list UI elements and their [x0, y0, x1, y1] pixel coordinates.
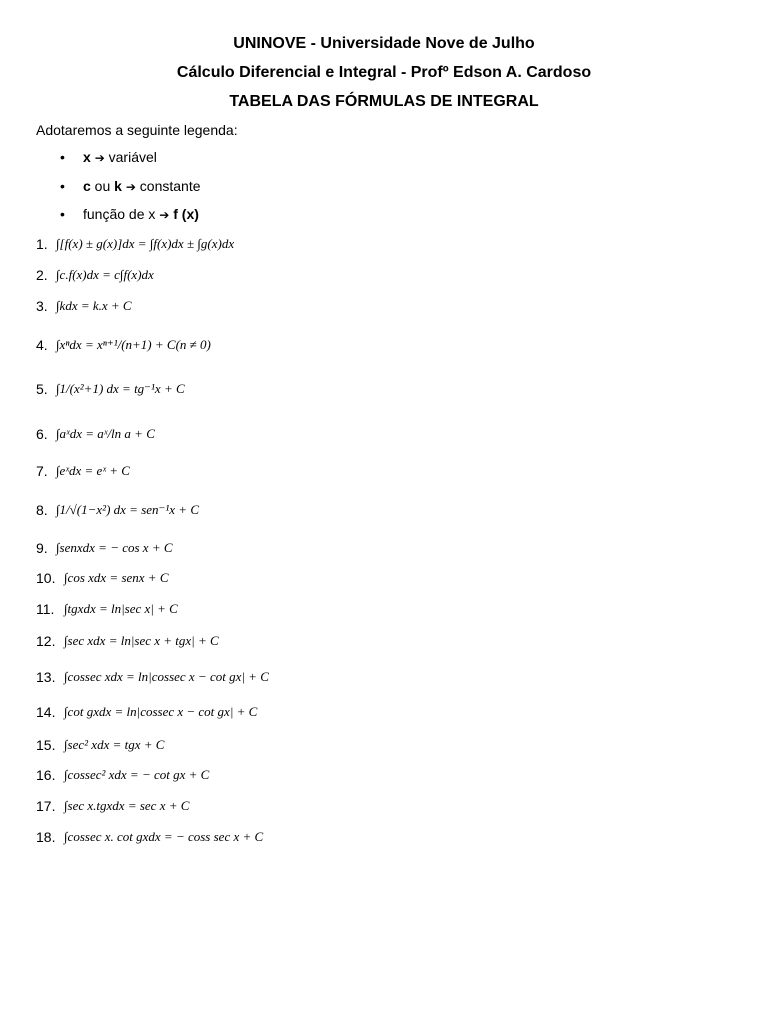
formula-row-11	[0, 601, 768, 617]
formula-number: 13.	[36, 669, 56, 685]
formula-number: 9.	[36, 540, 48, 556]
formula-row-7	[0, 463, 768, 479]
formula-11: ∫tgxdx = ln|sec x| + C	[64, 601, 178, 616]
legend-symbol-c: c	[83, 178, 91, 194]
formula-number: 7.	[36, 463, 48, 479]
legend-intro: Adotaremos a seguinte legenda:	[36, 122, 238, 138]
formula-number: 18.	[36, 829, 56, 845]
formula-2: ∫c.f(x)dx = c∫f(x)dx	[56, 267, 154, 282]
legend-connector: ou	[90, 178, 115, 194]
formula-row-17	[0, 798, 768, 814]
formula-row-8	[0, 502, 768, 518]
formula-row-1	[0, 236, 768, 252]
formula-number: 5.	[36, 381, 48, 397]
formula-row-3	[0, 298, 768, 314]
right-arrow-icon: ➔	[94, 151, 105, 165]
formula-row-4	[0, 337, 768, 353]
formula-row-13	[0, 669, 768, 685]
formula-5: ∫1/(x²+1) dx = tg⁻¹x + C	[56, 381, 185, 396]
formula-number: 14.	[36, 704, 56, 720]
formula-17: ∫sec x.tgxdx = sec x + C	[64, 798, 190, 813]
legend-desc: constante	[139, 178, 201, 194]
formula-number: 15.	[36, 737, 56, 753]
legend-item-constant: • c ou k ➔ constante	[60, 178, 201, 194]
header-institution: UNINOVE - Universidade Nove de Julho	[233, 35, 535, 52]
formula-row-16	[0, 767, 768, 783]
legend-desc: f (x)	[173, 206, 199, 222]
formula-row-14	[0, 704, 768, 720]
formula-16: ∫cossec² xdx = − cot gx + C	[64, 767, 210, 782]
formula-12: ∫sec xdx = ln|sec x + tgx| + C	[64, 633, 219, 648]
formula-10: ∫cos xdx = senx + C	[64, 570, 169, 585]
header-course: Cálculo Diferencial e Integral - Profº Edson A. Cardoso	[176, 64, 592, 81]
formula-number: 2.	[36, 267, 48, 283]
page-title: TABELA DAS FÓRMULAS DE INTEGRAL	[229, 93, 539, 110]
legend-prefix: função de x	[83, 206, 156, 222]
formula-row-18	[0, 829, 768, 845]
right-arrow-icon: ➔	[125, 180, 136, 194]
formula-number: 1.	[36, 236, 48, 252]
formula-number: 12.	[36, 633, 56, 649]
formula-row-5	[0, 381, 768, 397]
formula-6: ∫aˣdx = aˣ/ln a + C	[56, 426, 155, 441]
formula-15: ∫sec² xdx = tgx + C	[64, 737, 165, 752]
formula-number: 8.	[36, 502, 48, 518]
formula-8: ∫1/√(1−x²) dx = sen⁻¹x + C	[56, 502, 199, 517]
formula-4: ∫xⁿdx = xⁿ⁺¹/(n+1) + C(n ≠ 0)	[56, 337, 211, 352]
legend-symbol-k: k	[114, 178, 122, 194]
formula-number: 11.	[36, 601, 55, 617]
formula-number: 6.	[36, 426, 48, 442]
formula-18: ∫cossec x. cot gxdx = − coss sec x + C	[64, 829, 264, 844]
legend-item-function: • função de x ➔ f (x)	[60, 206, 199, 222]
formula-14: ∫cot gxdx = ln|cossec x − cot gx| + C	[64, 704, 258, 719]
formula-number: 3.	[36, 298, 48, 314]
formula-row-6	[0, 426, 768, 442]
formula-row-10	[0, 570, 768, 586]
formula-9: ∫senxdx = − cos x + C	[56, 540, 173, 555]
legend-desc: variável	[108, 149, 157, 165]
formula-7: ∫eˣdx = eˣ + C	[56, 463, 130, 478]
right-arrow-icon: ➔	[159, 208, 170, 222]
formula-row-9	[0, 540, 768, 556]
formula-3: ∫kdx = k.x + C	[56, 298, 132, 313]
legend-item-variable: • x ➔ variável	[60, 149, 157, 165]
formula-number: 17.	[36, 798, 56, 814]
formula-row-2	[0, 267, 768, 283]
formula-row-15	[0, 737, 768, 753]
formula-number: 4.	[36, 337, 48, 353]
legend-symbol-x: x	[83, 149, 91, 165]
formula-number: 10.	[36, 570, 56, 586]
formula-row-12	[0, 633, 768, 649]
formula-number: 16.	[36, 767, 56, 783]
formula-13: ∫cossec xdx = ln|cossec x − cot gx| + C	[64, 669, 269, 684]
formula-1: ∫[f(x) ± g(x)]dx = ∫f(x)dx ± ∫g(x)dx	[56, 236, 235, 251]
